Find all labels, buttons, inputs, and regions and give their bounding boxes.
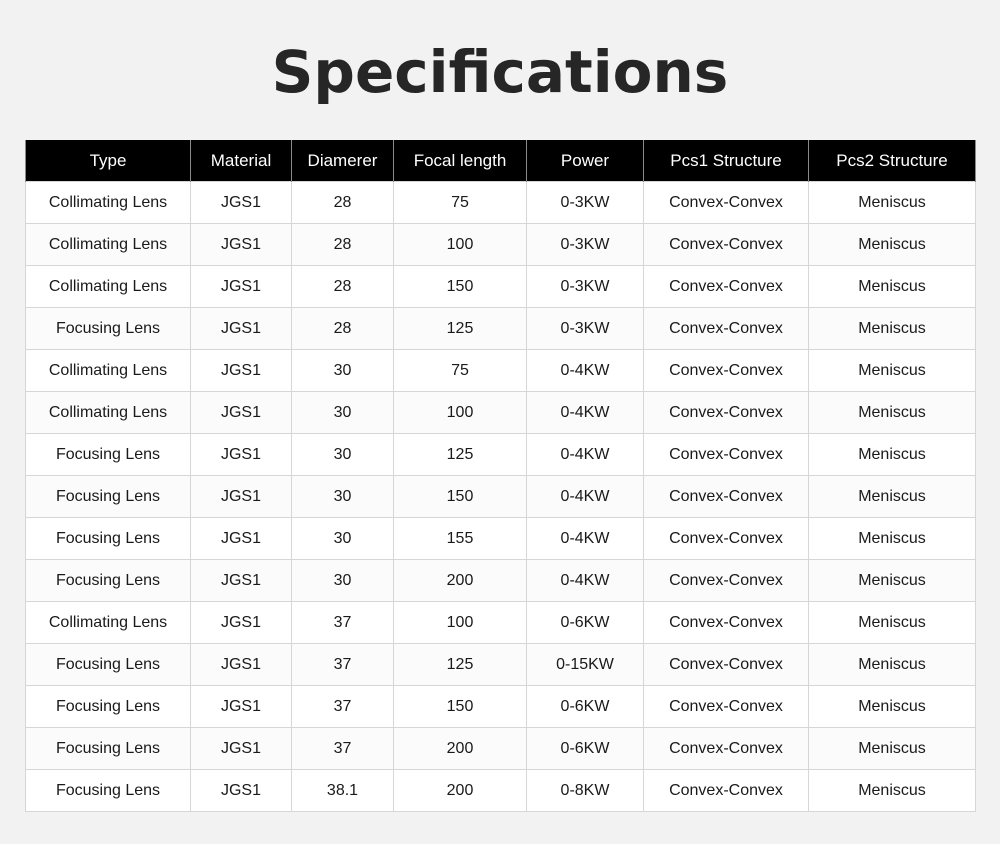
- column-header-focal-length: Focal length: [394, 140, 527, 182]
- column-header-type: Type: [26, 140, 191, 182]
- cell-diameter: 37: [292, 686, 394, 728]
- cell-material: JGS1: [191, 602, 292, 644]
- table-row: [26, 224, 976, 266]
- cell-power: 0-4KW: [527, 350, 644, 392]
- cell-pcs1-structure: Convex-Convex: [644, 560, 809, 602]
- table-row: [26, 392, 976, 434]
- cell-type: Collimating Lens: [26, 602, 191, 644]
- cell-material: JGS1: [191, 770, 292, 812]
- cell-focal-length: 125: [394, 308, 527, 350]
- specifications-table: [25, 140, 976, 812]
- cell-focal-length: 75: [394, 182, 527, 224]
- cell-diameter: 28: [292, 308, 394, 350]
- cell-pcs2-structure: Meniscus: [809, 560, 976, 602]
- cell-focal-length: 200: [394, 728, 527, 770]
- cell-type: Focusing Lens: [26, 644, 191, 686]
- cell-diameter: 28: [292, 266, 394, 308]
- cell-type: Collimating Lens: [26, 392, 191, 434]
- column-header-pcs2-structure: Pcs2 Structure: [809, 140, 976, 182]
- cell-pcs2-structure: Meniscus: [809, 476, 976, 518]
- cell-material: JGS1: [191, 518, 292, 560]
- cell-pcs2-structure: Meniscus: [809, 182, 976, 224]
- cell-pcs1-structure: Convex-Convex: [644, 476, 809, 518]
- cell-pcs2-structure: Meniscus: [809, 308, 976, 350]
- cell-power: 0-3KW: [527, 224, 644, 266]
- column-header-pcs1-structure: Pcs1 Structure: [644, 140, 809, 182]
- cell-diameter: 30: [292, 518, 394, 560]
- cell-pcs2-structure: Meniscus: [809, 770, 976, 812]
- cell-material: JGS1: [191, 644, 292, 686]
- cell-pcs1-structure: Convex-Convex: [644, 266, 809, 308]
- cell-type: Focusing Lens: [26, 728, 191, 770]
- table-row: [26, 308, 976, 350]
- cell-material: JGS1: [191, 392, 292, 434]
- cell-material: JGS1: [191, 728, 292, 770]
- cell-pcs1-structure: Convex-Convex: [644, 350, 809, 392]
- cell-focal-length: 100: [394, 224, 527, 266]
- cell-type: Focusing Lens: [26, 770, 191, 812]
- cell-power: 0-3KW: [527, 182, 644, 224]
- cell-type: Collimating Lens: [26, 224, 191, 266]
- cell-diameter: 37: [292, 728, 394, 770]
- table-row: [26, 560, 976, 602]
- cell-focal-length: 150: [394, 266, 527, 308]
- cell-diameter: 30: [292, 350, 394, 392]
- cell-material: JGS1: [191, 350, 292, 392]
- table-row: [26, 770, 976, 812]
- cell-power: 0-4KW: [527, 434, 644, 476]
- cell-pcs2-structure: Meniscus: [809, 224, 976, 266]
- column-header-power: Power: [527, 140, 644, 182]
- cell-focal-length: 200: [394, 560, 527, 602]
- table-row: [26, 182, 976, 224]
- cell-material: JGS1: [191, 224, 292, 266]
- cell-diameter: 28: [292, 182, 394, 224]
- cell-power: 0-4KW: [527, 392, 644, 434]
- cell-pcs1-structure: Convex-Convex: [644, 686, 809, 728]
- page-title: Specifications: [271, 38, 729, 106]
- cell-pcs2-structure: Meniscus: [809, 686, 976, 728]
- cell-type: Focusing Lens: [26, 560, 191, 602]
- table-row: [26, 434, 976, 476]
- cell-power: 0-3KW: [527, 308, 644, 350]
- cell-type: Collimating Lens: [26, 350, 191, 392]
- cell-pcs2-structure: Meniscus: [809, 728, 976, 770]
- table-row: [26, 686, 976, 728]
- cell-material: JGS1: [191, 476, 292, 518]
- cell-material: JGS1: [191, 686, 292, 728]
- cell-diameter: 30: [292, 476, 394, 518]
- cell-material: JGS1: [191, 308, 292, 350]
- cell-focal-length: 100: [394, 392, 527, 434]
- cell-pcs1-structure: Convex-Convex: [644, 770, 809, 812]
- cell-pcs1-structure: Convex-Convex: [644, 434, 809, 476]
- cell-pcs2-structure: Meniscus: [809, 434, 976, 476]
- table-body: [26, 182, 976, 812]
- cell-power: 0-6KW: [527, 728, 644, 770]
- cell-type: Focusing Lens: [26, 434, 191, 476]
- cell-diameter: 28: [292, 224, 394, 266]
- cell-diameter: 30: [292, 560, 394, 602]
- cell-power: 0-4KW: [527, 476, 644, 518]
- cell-focal-length: 155: [394, 518, 527, 560]
- cell-pcs1-structure: Convex-Convex: [644, 392, 809, 434]
- cell-focal-length: 200: [394, 770, 527, 812]
- table-row: [26, 476, 976, 518]
- cell-power: 0-3KW: [527, 266, 644, 308]
- cell-focal-length: 75: [394, 350, 527, 392]
- cell-pcs1-structure: Convex-Convex: [644, 602, 809, 644]
- cell-focal-length: 125: [394, 434, 527, 476]
- cell-pcs2-structure: Meniscus: [809, 392, 976, 434]
- cell-pcs1-structure: Convex-Convex: [644, 518, 809, 560]
- cell-type: Focusing Lens: [26, 308, 191, 350]
- cell-pcs2-structure: Meniscus: [809, 350, 976, 392]
- cell-diameter: 30: [292, 392, 394, 434]
- cell-type: Collimating Lens: [26, 182, 191, 224]
- column-header-diameter: Diamerer: [292, 140, 394, 182]
- cell-pcs1-structure: Convex-Convex: [644, 644, 809, 686]
- table-row: [26, 350, 976, 392]
- cell-power: 0-15KW: [527, 644, 644, 686]
- cell-focal-length: 150: [394, 686, 527, 728]
- cell-power: 0-4KW: [527, 518, 644, 560]
- cell-diameter: 30: [292, 434, 394, 476]
- table-row: [26, 644, 976, 686]
- cell-pcs2-structure: Meniscus: [809, 644, 976, 686]
- cell-material: JGS1: [191, 560, 292, 602]
- cell-type: Focusing Lens: [26, 476, 191, 518]
- cell-diameter: 37: [292, 602, 394, 644]
- cell-power: 0-4KW: [527, 560, 644, 602]
- cell-pcs1-structure: Convex-Convex: [644, 224, 809, 266]
- cell-diameter: 37: [292, 644, 394, 686]
- cell-focal-length: 100: [394, 602, 527, 644]
- cell-type: Collimating Lens: [26, 266, 191, 308]
- table-row: [26, 518, 976, 560]
- cell-pcs1-structure: Convex-Convex: [644, 728, 809, 770]
- cell-pcs1-structure: Convex-Convex: [644, 308, 809, 350]
- cell-pcs1-structure: Convex-Convex: [644, 182, 809, 224]
- cell-type: Focusing Lens: [26, 518, 191, 560]
- column-header-material: Material: [191, 140, 292, 182]
- cell-material: JGS1: [191, 266, 292, 308]
- table-row: [26, 728, 976, 770]
- table-row: [26, 266, 976, 308]
- table-row: [26, 602, 976, 644]
- cell-type: Focusing Lens: [26, 686, 191, 728]
- cell-power: 0-6KW: [527, 686, 644, 728]
- table-header-row: [26, 140, 976, 182]
- cell-focal-length: 125: [394, 644, 527, 686]
- cell-focal-length: 150: [394, 476, 527, 518]
- cell-pcs2-structure: Meniscus: [809, 518, 976, 560]
- cell-material: JGS1: [191, 182, 292, 224]
- cell-power: 0-6KW: [527, 602, 644, 644]
- cell-pcs2-structure: Meniscus: [809, 602, 976, 644]
- cell-material: JGS1: [191, 434, 292, 476]
- cell-power: 0-8KW: [527, 770, 644, 812]
- cell-pcs2-structure: Meniscus: [809, 266, 976, 308]
- cell-diameter: 38.1: [292, 770, 394, 812]
